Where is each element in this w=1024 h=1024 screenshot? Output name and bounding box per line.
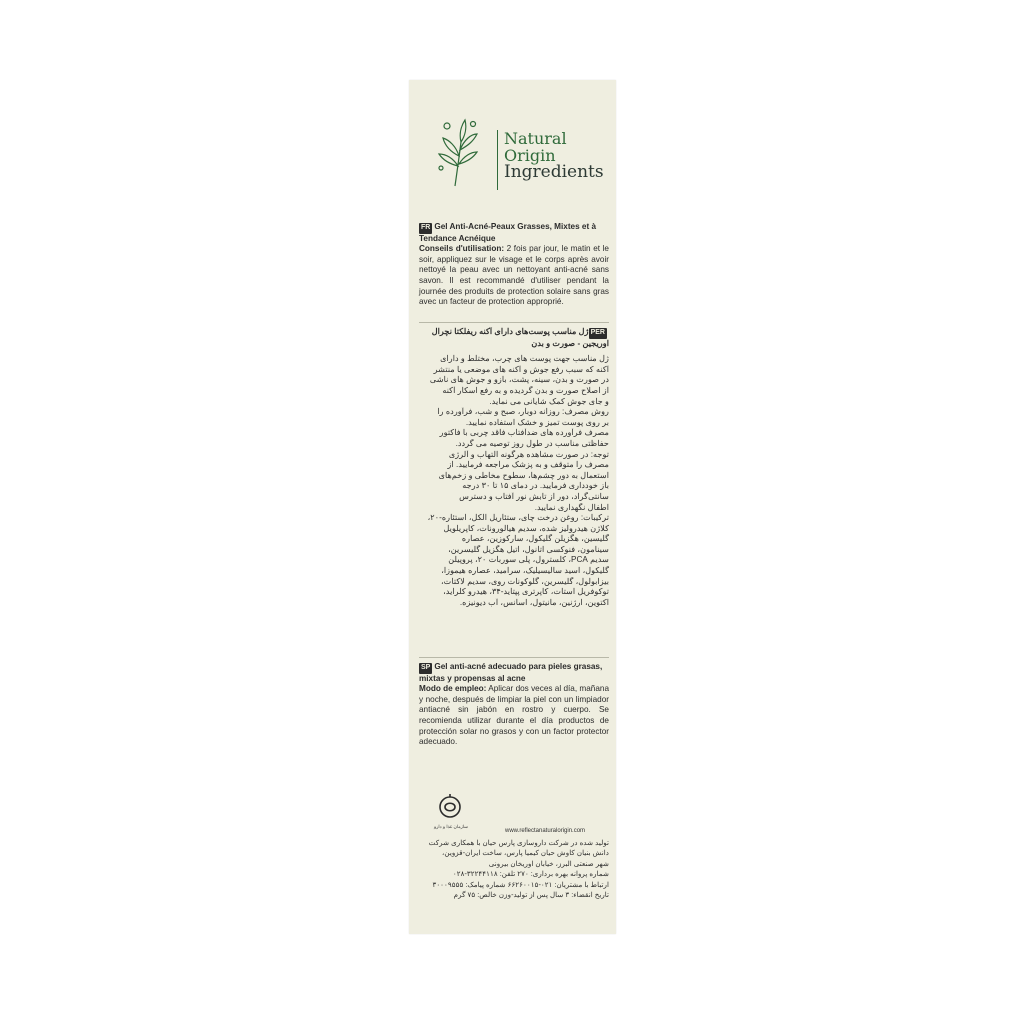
per-caution — [419, 450, 609, 514]
per-title-line-2: اوریجین - صورت و بدن — [531, 338, 609, 348]
per-title-line-1: ژل مناسب پوست‌های دارای آکنه ریفلکتا نچرال — [431, 327, 589, 336]
per-ingredients-line: بیزابولول، گلیسرین، گلوکونات روی، سدیم لاکتات، — [441, 576, 609, 586]
per-badge: PER — [589, 328, 607, 339]
per-usage-line: روش مصرف: روزانه دوبار، صبح و شب، فرآورده را — [437, 407, 609, 417]
per-ingredients-line: گلیکول، اسید سالیسیلیک، سرامید، عصاره هیموزا، — [441, 566, 609, 576]
spanish-section — [419, 662, 609, 748]
sp-title-text: Gel anti-acné adecuado para pieles grasas, mixtas y propensas al acne — [419, 662, 603, 683]
footer-line: شهر صنعتی البرز، خیابان اوریخان بیرونی — [488, 858, 609, 868]
footer-line: تاریخ انقضاء: ۳ سال پس از تولید-وزن خالص: ۷۵ گرم — [453, 890, 609, 900]
manufacturer-info — [419, 838, 609, 900]
per-caution-line: مصرف را متوقف و به پزشک مراجعه فرمایید. از — [447, 460, 609, 470]
sp-usage — [419, 684, 609, 748]
persian-section — [419, 327, 609, 608]
fr-title — [419, 222, 609, 244]
sp-usage-label: Modo de empleo: — [419, 684, 487, 694]
per-ingredients — [419, 513, 609, 608]
french-section — [419, 222, 609, 308]
per-caution-line: اطفال نگهداری نمایید. — [534, 502, 609, 512]
section-divider-2 — [419, 657, 609, 658]
sp-usage-text: Aplicar dos veces al día, mañana y noche, después de limpiar la piel con un limpiador antiacné sin jabón en rostro y cuerpo. Se recomienda utilizar durante el día productos de protección solar no grasos y con un factor protector adecuado. — [419, 684, 610, 747]
fr-title-text: Gel Anti-Acné-Peaux Grasses, Mixtes et à Tendance Acnéique — [419, 222, 597, 243]
per-ingredients-line: توکوفریل استات، کاپرتری پپتاید-۳۴، هیدرو کلراید، — [443, 587, 609, 597]
logo-caption: سازمان غذا و دارو — [434, 824, 468, 829]
footer-line: ارتباط با مشتریان: ۰۲۱-۶۶۲۶۰۰۱۵ شماره پیامک: ۳۰۰۰۹۵۵۵ — [432, 879, 609, 889]
per-usage-line: حفاظتی مناسب در طول روز توصیه می گردد. — [455, 438, 609, 448]
per-title — [419, 327, 609, 349]
per-ingredients-line: ترکیبات: روغن درخت چای، ستئاریل الکل، استئاره-۲۰، — [427, 513, 609, 523]
per-intro-line: ژل مناسب جهت پوست های چرب، مختلط و دارای — [440, 354, 609, 364]
per-usage-line: مصرف فرآورده های ضدآفتاب فاقد چربی با فاکتور — [439, 428, 609, 438]
fr-usage-label: Conseils d'utilisation: — [419, 244, 505, 254]
website-url: www.reflectanaturalorigin.com — [505, 828, 586, 834]
footer-line: شماره پروانه بهره برداری: ۲۷۰ تلفن: ۳۲۲۴۴۱۱۸-۰۲۸ — [452, 869, 609, 879]
brand-line-2: Origin — [504, 146, 556, 165]
footer-line: دانش بنیان کاوش حیان کیمیا پارس، ساخت ایران-قزوین، — [442, 848, 609, 858]
per-caution-line: سانتی‌گراد، دور از تابش نور آفتاب و دسترس — [459, 491, 609, 501]
per-ingredients-line: کلاژن هیدرولیز شده، سدیم هیالورونات، کاپریلویل — [443, 523, 609, 533]
per-intro — [419, 354, 609, 407]
per-caution-line: باز خودداری فرمایید. در دمای ۱۵ تا ۳۰ درجه — [462, 481, 609, 491]
fr-usage-text: 2 fois par jour, le matin et le soir, appliquez sur le visage et le corps après avoir nettoyé la peau avec un nettoyant anti-acné sans savon. Il est recommandé d'utiliser pendant la journée des produits de protection solaire sans gras avec un facteur de protection approprié. — [419, 244, 609, 307]
per-caution-line: توجه: در صورت مشاهده هرگونه التهاب و آلرژی — [448, 449, 609, 459]
brand-line-3: Ingredients — [504, 162, 604, 182]
fr-usage — [419, 244, 609, 308]
section-divider-1 — [419, 322, 609, 323]
footer-line: تولید شده در شرکت داروسازی پارس حیان با همکاری شرکت — [428, 838, 609, 847]
per-ingredients-line: سدیم PCA، کلسترول، پلی سوربات ۲۰، پروپیلن — [448, 555, 609, 565]
botanical-leaf-icon — [429, 112, 487, 188]
per-ingredients-line: اکتوین، ارژنین، مانیتول، اسانس، آب دیونیزه. — [459, 597, 609, 607]
sp-title — [419, 662, 609, 684]
sp-badge: SP — [419, 663, 432, 674]
health-authority-seal-icon — [437, 792, 463, 822]
per-ingredients-line: گلیسین، هگزیلن گلیکول، سارکوزین، عصاره — [461, 534, 609, 544]
per-intro-line: از اصلاح صورت و بدن گردیده و به رفع اسکار آکنه — [442, 385, 609, 395]
brand-divider — [497, 130, 498, 190]
per-usage-line: بر روی پوست تمیز و خشک استفاده نمایید. — [465, 417, 609, 427]
per-intro-line: در صورت و بدن، سینه، پشت، بازو و جوش های ناشی — [429, 375, 609, 385]
per-caution-line: استعمال به دور چشم‌ها، سطوح مخاطی و زخم‌های — [438, 470, 609, 480]
per-intro-line: و جای جوش کمک شایانی می نماید. — [489, 396, 609, 406]
product-box-back-panel — [409, 80, 616, 934]
per-intro-line: آکنه که سبب رفع جوش و آکنه های موضعی یا منتشر — [433, 364, 609, 374]
brand-logo-text — [504, 130, 604, 181]
per-ingredients-line: سینامون، فنوکسی اتانول، اتیل هگزیل گلیسرین، — [448, 544, 609, 554]
brand-line-1: Natural — [504, 129, 567, 148]
per-usage — [419, 407, 609, 449]
fr-badge: FR — [419, 223, 432, 234]
